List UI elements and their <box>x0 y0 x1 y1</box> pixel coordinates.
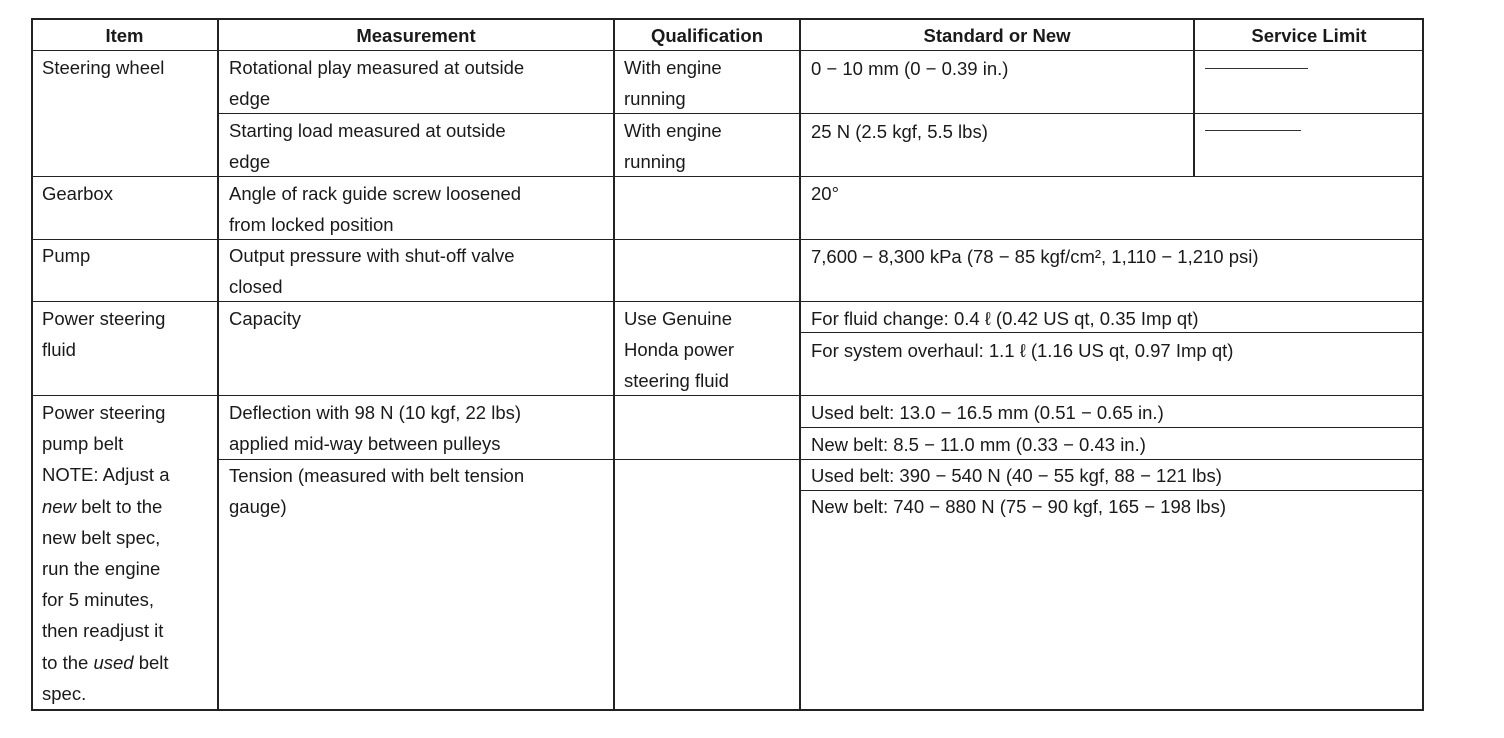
standard-deflection-used: Used belt: 13.0 − 16.5 mm (0.51 − 0.65 in.) <box>811 402 1164 423</box>
qualification-engine-running: With engine running <box>624 57 722 110</box>
service-limit-none <box>1205 130 1301 131</box>
measurement-rotational-play: Rotational play measured at outside edge <box>229 57 525 110</box>
measurement-deflection: Deflection with 98 N (10 kgf, 22 lbs) applied mid-way between pulleys <box>229 402 522 455</box>
standard-tension-new: New belt: 740 − 880 N (75 − 90 kgf, 165 − 198 lbs) <box>811 496 1226 517</box>
header-service-limit: Service Limit <box>1251 25 1367 46</box>
standard-rotational-play: 0 − 10 mm (0 − 0.39 in.) <box>811 58 1009 79</box>
standard-fluid-change: For fluid change: 0.4 ℓ (0.42 US qt, 0.35 Imp qt) <box>811 308 1199 329</box>
item-pump-belt: Power steering pump belt NOTE: Adjust a new belt to the new belt spec, run the engine for 5 minutes, then readjust it to the used belt spec. <box>42 402 170 704</box>
header-qualification: Qualification <box>650 25 764 46</box>
item-power-steering-fluid: Power steering fluid <box>42 308 166 361</box>
measurement-starting-load: Starting load measured at outside edge <box>229 120 506 173</box>
measurement-rack-guide-angle: Angle of rack guide screw loosened from locked position <box>229 183 522 236</box>
standard-output-pressure: 7,600 − 8,300 kPa (78 − 85 kgf/cm², 1,110 − 1,210 psi) <box>811 246 1259 267</box>
item-steering-wheel: Steering wheel <box>42 57 165 78</box>
standard-system-overhaul: For system overhaul: 1.1 ℓ (1.16 US qt, 0.97 Imp qt) <box>811 340 1234 361</box>
header-item: Item <box>105 25 144 46</box>
column-rule <box>613 18 615 711</box>
qualification-genuine-fluid: Use Genuine Honda power steering fluid <box>624 308 735 392</box>
standard-starting-load: 25 N (2.5 kgf, 5.5 lbs) <box>811 121 988 142</box>
standard-deflection-new: New belt: 8.5 − 11.0 mm (0.33 − 0.43 in.) <box>811 434 1146 455</box>
qualification-engine-running: With engine running <box>624 120 722 173</box>
column-rule <box>217 18 219 711</box>
header-standard: Standard or New <box>923 25 1071 46</box>
measurement-capacity: Capacity <box>229 308 301 329</box>
item-pump: Pump <box>42 245 91 266</box>
item-gearbox: Gearbox <box>42 183 113 204</box>
standard-rack-guide-angle: 20° <box>811 183 839 204</box>
header-measurement: Measurement <box>356 25 476 46</box>
measurement-tension: Tension (measured with belt tension gauge) <box>229 465 525 518</box>
standard-tension-used: Used belt: 390 − 540 N (40 − 55 kgf, 88 − 121 lbs) <box>811 465 1222 486</box>
measurement-output-pressure: Output pressure with shut-off valve closed <box>229 245 515 298</box>
column-rule <box>799 18 801 711</box>
service-limit-none <box>1205 68 1308 69</box>
